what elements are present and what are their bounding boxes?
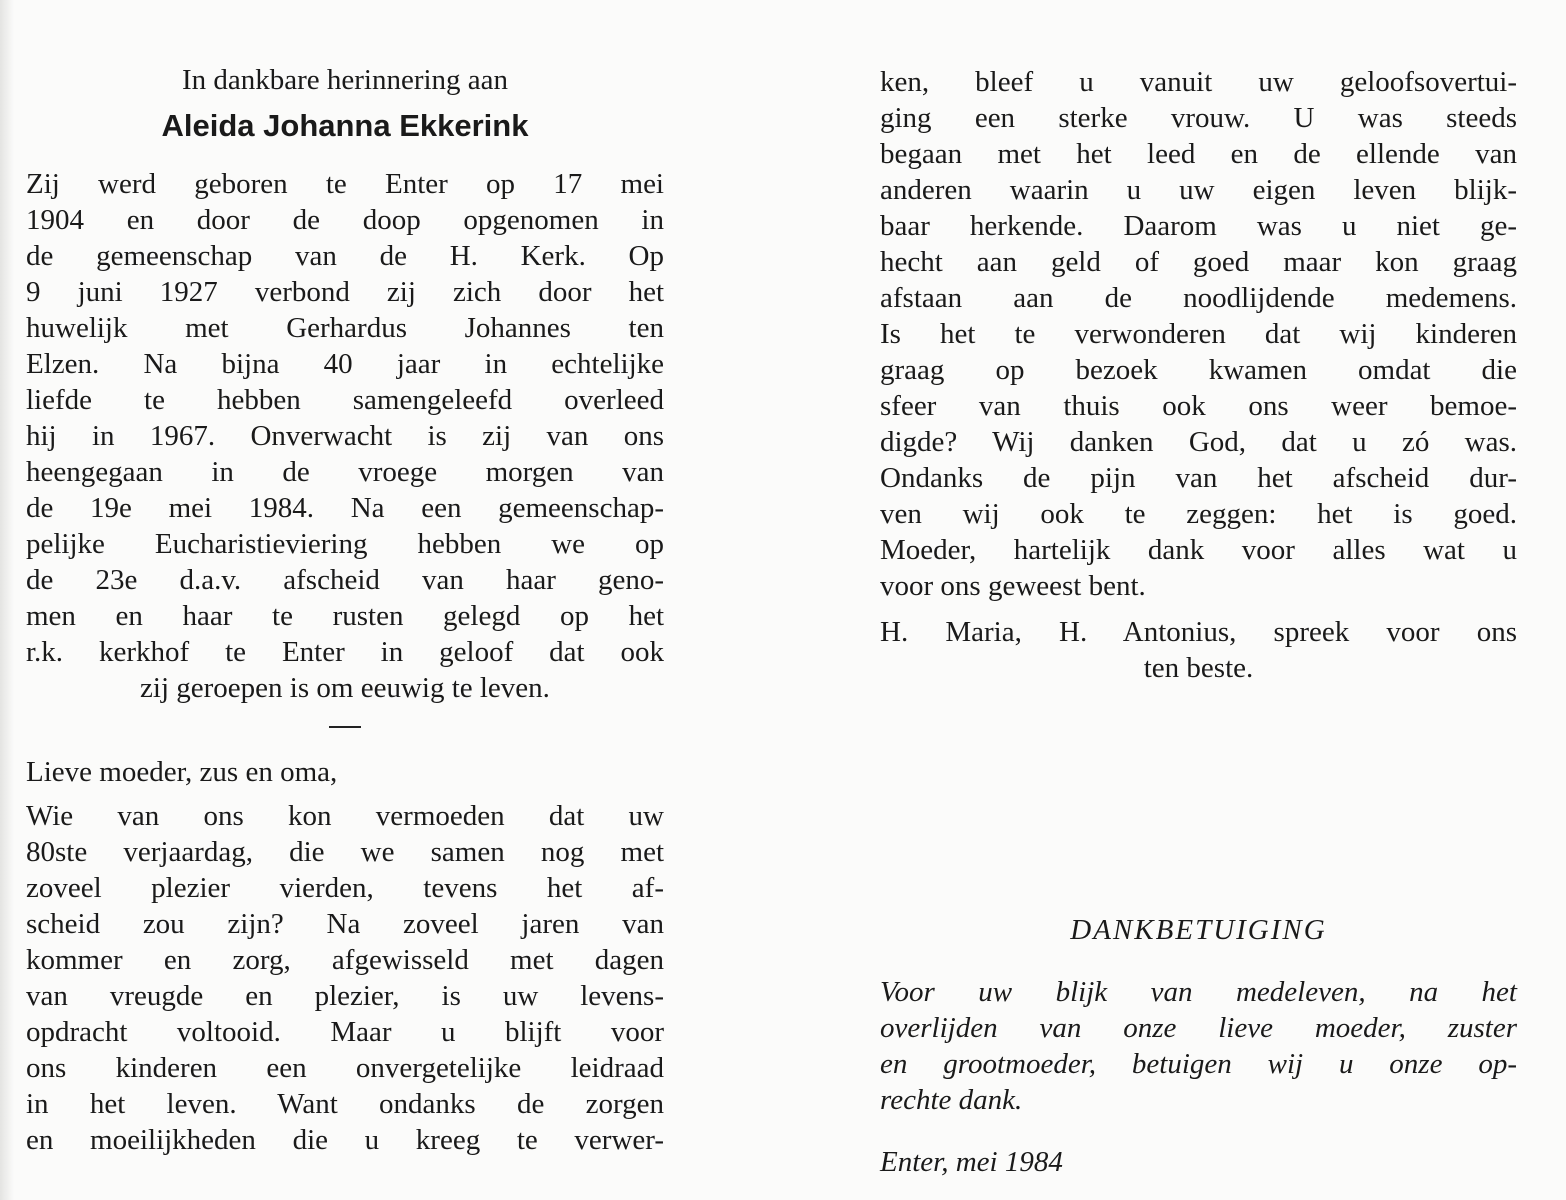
scan-edge (0, 0, 14, 1200)
text-line: Zij werd geboren te Enter op 17 mei (26, 168, 664, 200)
text-line: Ondanks de pijn van het afscheid dur- (880, 462, 1517, 494)
text-line: overlijden van onze lieve moeder, zuster (880, 1012, 1517, 1044)
intro-line: In dankbare herinnering aan (181, 64, 509, 96)
text-line: digde? Wij danken God, dat u zó was. (880, 426, 1517, 458)
text-line: r.k. kerkhof te Enter in geloof dat ook (26, 636, 664, 668)
text-line: afstaan aan de noodlijdende medemens. (880, 282, 1517, 314)
text-line: van vreugde en plezier, is uw levens- (26, 980, 664, 1012)
text-line: pelijke Eucharistieviering hebben we op (26, 528, 664, 560)
text-line: opdracht voltooid. Maar u blijft voor (26, 1016, 664, 1048)
text-line: en grootmoeder, betuigen wij u onze op- (880, 1048, 1517, 1080)
text-line: begaan met het leed en de ellende van (880, 138, 1517, 170)
text-line: Elzen. Na bijna 40 jaar in echtelijke (26, 348, 664, 380)
thanks-text (880, 974, 1517, 1082)
deceased-name: Aleida Johanna Ekkerink (161, 108, 529, 143)
greeting: Lieve moeder, zus en oma, (26, 756, 338, 788)
text-line: anderen waarin u uw eigen leven blijk- (880, 174, 1517, 206)
text-line: liefde te hebben samengeleefd overleed (26, 384, 664, 416)
text-line: de 23e d.a.v. afscheid van haar geno- (26, 564, 664, 596)
prayer-last-line: ten beste. (1143, 652, 1254, 684)
text-line: scheid zou zijn? Na zoveel jaren van (26, 908, 664, 940)
text-line: 1904 en door de doop opgenomen in (26, 204, 664, 236)
text-line: Is het te verwonderen dat wij kinderen (880, 318, 1517, 350)
text-line: ging een sterke vrouw. U was steeds (880, 102, 1517, 134)
text-line: de gemeenschap van de H. Kerk. Op (26, 240, 664, 272)
text-line: Wie van ons kon vermoeden dat uw (26, 800, 664, 832)
letter-part-1 (26, 798, 664, 1158)
text-line: zoveel plezier vierden, tevens het af- (26, 872, 664, 904)
text-line: graag op bezoek kwamen omdat die (880, 354, 1517, 386)
text-line: 9 juni 1927 verbond zij zich door het (26, 276, 664, 308)
text-line: huwelijk met Gerhardus Johannes ten (26, 312, 664, 344)
text-line: hij in 1967. Onverwacht is zij van ons (26, 420, 664, 452)
left-column (26, 62, 664, 1158)
text-line: en moeilijkheden die u kreeg te verwer- (26, 1124, 664, 1156)
thanks-title: DANKBETUIGING (1070, 914, 1327, 946)
thanks-last-line: rechte dank. (880, 1084, 1023, 1116)
biography (26, 166, 664, 670)
text-line: sfeer van thuis ook ons weer bemoe- (880, 390, 1517, 422)
letter-last-line: voor ons geweest bent. (880, 570, 1146, 602)
text-line: Moeder, hartelijk dank voor alles wat u (880, 534, 1517, 566)
text-line: 80ste verjaardag, die we samen nog met (26, 836, 664, 868)
prayer-line: H. Maria, H. Antonius, spreek voor ons (880, 616, 1517, 648)
divider (329, 726, 361, 728)
letter-part-2 (880, 64, 1517, 568)
text-line: heengegaan in de vroege morgen van (26, 456, 664, 488)
text-line: baar herkende. Daarom was u niet ge- (880, 210, 1517, 242)
text-line: kommer en zorg, afgewisseld met dagen (26, 944, 664, 976)
text-line: men en haar te rusten gelegd op het (26, 600, 664, 632)
text-line: hecht aan geld of goed maar kon graag (880, 246, 1517, 278)
text-line: ven wij ook te zeggen: het is goed. (880, 498, 1517, 530)
text-line: ken, bleef u vanuit uw geloofsovertui- (880, 66, 1517, 98)
biography-last-line: zij geroepen is om eeuwig te leven. (140, 672, 550, 704)
place-date: Enter, mei 1984 (880, 1146, 1063, 1178)
text-line: Voor uw blijk van medeleven, na het (880, 976, 1517, 1008)
right-column (880, 64, 1517, 1180)
text-line: ons kinderen een onvergetelijke leidraad (26, 1052, 664, 1084)
text-line: in het leven. Want ondanks de zorgen (26, 1088, 664, 1120)
text-line: de 19e mei 1984. Na een gemeenschap- (26, 492, 664, 524)
